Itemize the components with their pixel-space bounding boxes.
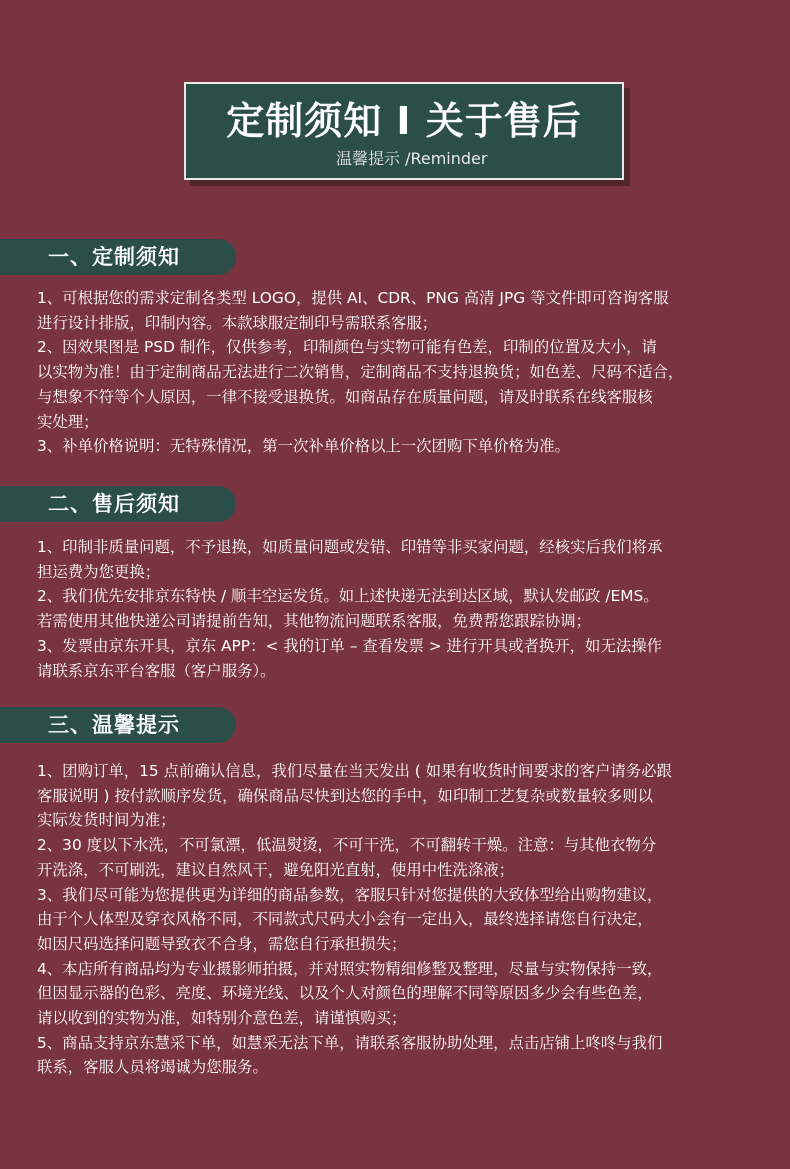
paragraph-line: 担运费为您更换； bbox=[37, 562, 161, 581]
paragraph-line: 请以收到的实物为准，如特别介意色差，请谨慎购买； bbox=[37, 1009, 407, 1028]
paragraph-line: 如因尺码选择问题导致衣不合身，需您自行承担损失； bbox=[37, 934, 407, 953]
paragraph-line: 3、我们尽可能为您提供更为详细的商品参数，客服只针对您提供的大致体型给出购物建议， bbox=[37, 885, 663, 904]
paragraph-line: 1、可根据您的需求定制各类型 LOGO，提供 AI、CDR、PNG 高清 JPG 等文件即可咨询客服 bbox=[37, 289, 669, 307]
paragraph-line: 2、我们优先安排京东特快 / 顺丰空运发货。如上述快递无法到达区域，默认发邮政 /EMS。 bbox=[37, 587, 659, 606]
paragraph-line: 实际发货时间为准； bbox=[37, 811, 176, 830]
paragraph-line: 开洗涤，不可刷洗，建议自然风干，避免阳光直射，使用中性洗涤液； bbox=[37, 860, 515, 879]
page-title: 定制须知 I 关于售后 bbox=[226, 99, 582, 143]
paragraph-line: 进行设计排版，印制内容。本款球服定制印号需联系客服； bbox=[37, 313, 438, 332]
paragraph-line: 客服说明 ) 按付款顺序发货，确保商品尽快到达您的手中，如印制工艺复杂或数量较多则以 bbox=[37, 786, 654, 805]
paragraph-line: 2、因效果图是 PSD 制作，仅供参考，印制颜色与实物可能有色差，印制的位置及大小，请 bbox=[37, 338, 657, 357]
paragraph-line: 2、30 度以下水洗，不可氯漂，低温熨烫，不可干洗，不可翻转干燥。注意：与其他衣物分 bbox=[37, 836, 657, 855]
section-heading-label: 一、定制须知 bbox=[48, 245, 180, 269]
title-banner bbox=[184, 82, 624, 180]
section-heading-label: 二、售后须知 bbox=[48, 492, 180, 516]
section-body-aftersale bbox=[37, 535, 767, 683]
paragraph-line: 3、发票由京东开具，京东 APP：< 我的订单 – 查看发票 > 进行开具或者换开，如无法操作 bbox=[37, 636, 663, 655]
section-body-tips bbox=[37, 759, 767, 1080]
page-subtitle: 温馨提示 /Reminder bbox=[336, 149, 488, 168]
section-heading-aftersale bbox=[0, 486, 236, 522]
section-heading-tips bbox=[0, 707, 236, 743]
paragraph-line: 与想象不符等个人原因，一律不接受退换货。如商品存在质量问题，请及时联系在线客服核 bbox=[37, 387, 653, 406]
section-heading-label: 三、温馨提示 bbox=[48, 713, 180, 737]
paragraph-line: 若需使用其他快递公司请提前告知，其他物流问题联系客服，免费帮您跟踪协调； bbox=[37, 612, 592, 631]
paragraph-line: 1、印制非质量问题，不予退换，如质量问题或发错、印错等非买家问题，经核实后我们将承 bbox=[37, 538, 663, 556]
paragraph-line: 联系，客服人员将竭诚为您服务。 bbox=[37, 1058, 268, 1077]
section-body-custom bbox=[37, 286, 767, 459]
paragraph-line: 4、本店所有商品均为专业摄影师拍摄，并对照实物精细修整及整理，尽量与实物保持一致， bbox=[37, 959, 663, 978]
paragraph-line: 由于个人体型及穿衣风格不同，不同款式尺码大小会有一定出入，最终选择请您自行决定， bbox=[37, 910, 653, 929]
paragraph-line: 实处理； bbox=[37, 412, 99, 431]
paragraph-line: 3、补单价格说明：无特殊情况，第一次补单价格以上一次团购下单价格为准。 bbox=[37, 437, 571, 456]
paragraph-line: 5、商品支持京东慧采下单，如慧采无法下单，请联系客服协助处理，点击店铺上咚咚与我们 bbox=[37, 1033, 663, 1052]
paragraph-line: 1、团购订单，15 点前确认信息，我们尽量在当天发出 ( 如果有收货时间要求的客户请务必跟 bbox=[37, 762, 672, 780]
paragraph-line: 但因显示器的色彩、亮度、环境光线、以及个人对颜色的理解不同等原因多少会有些色差， bbox=[37, 984, 653, 1003]
paragraph-line: 以实物为准！由于定制商品无法进行二次销售，定制商品不支持退换货；如色差、尺码不适合， bbox=[37, 363, 684, 382]
section-heading-custom bbox=[0, 239, 236, 275]
paragraph-line: 请联系京东平台客服（客户服务）。 bbox=[37, 661, 276, 680]
